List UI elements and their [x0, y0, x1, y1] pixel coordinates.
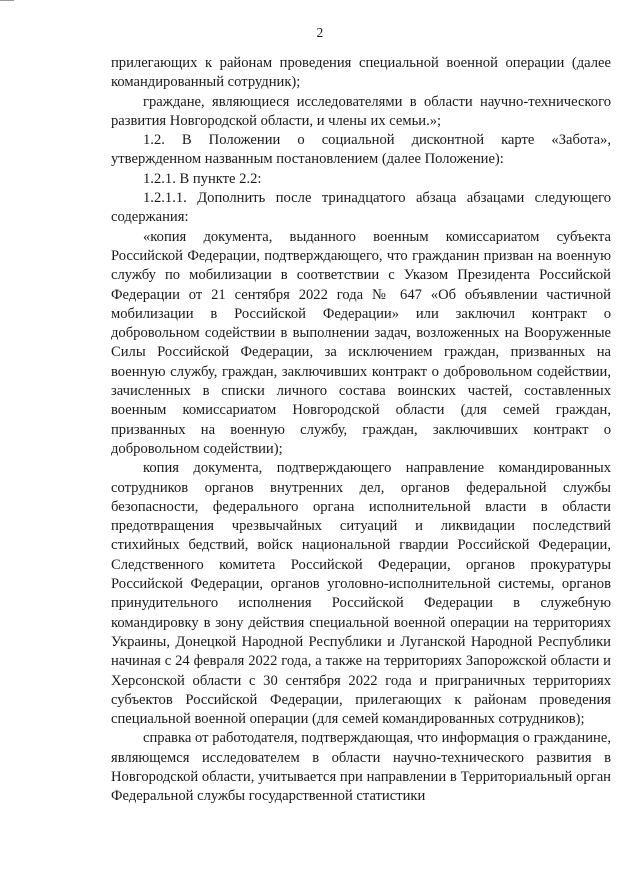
page-number: 2	[316, 25, 324, 40]
scan-corner-mark	[0, 0, 14, 5]
paragraph-1-2: 1.2. В Положении о социальной дисконтной карте «Забота», утвержденном названным постановлением (далее Положение):	[111, 132, 611, 168]
paragraph-employer-certificate: справка от работодателя, подтверждающая, что информация о гражданине, являющемся исследователем в области научно-технического развития в Новгородской области, учитывается при направлении в Территориальный орган Федеральной службы государственной статистики	[111, 730, 611, 805]
paragraph-seconded-employees: копия документа, подтверждающего направление командированных сотрудников органов внутренних дел, органов федеральной службы безопасности, федерального органа исполнительной власти в области предотвращения чрезвычайных ситуаций и ликвидации последствий стихийных бедствий, войск национальной гвардии Российской Федерации, Следственного комитета Российской Федерации, органов прокуратуры Российской Федерации, органов уголовно-исполнительной системы, органов принудительного исполнения Российской Федерации в служебную командировку в зону действия специальной военной операции на территориях Украины, Донецкой Народной Республики и Луганской Народной Республики начиная с 24 февраля 2022 года, а также на территориях Запорожской области и Херсонской области с 30 сентября 2022 года и приграничных территориях субъектов Российской Федерации, прилегающих к районам проведения специальной военной операции (для семей командированных сотрудников);	[111, 460, 611, 728]
paragraph-1-2-1: 1.2.1. В пункте 2.2:	[143, 170, 262, 187]
document-body	[111, 54, 611, 807]
paragraph-continuation: прилегающих к районам проведения специальной военной операции (далее командированный сотрудник);	[111, 55, 611, 91]
paragraph-1-2-1-1: 1.2.1.1. Дополнить после тринадцатого абзаца абзацами следующего содержания:	[111, 190, 611, 226]
paragraph-mobilization-document: «копия документа, выданного военным комиссариатом субъекта Российской Федерации, подтверждающего, что гражданин призван на военную службу по мобилизации в соответствии с Указом Президента Российской Федерации от 21 сентября 2022 года № 647 «Об объявлении частичной мобилизации в Российской Федерации» или заключил контракт о добровольном содействии в выполнении задач, возложенных на Вооруженные Силы Российской Федерации, за исключением граждан, призванных на военную службу, граждан, заключивших контракт о добровольном содействии, зачисленных в списки личного состава воинских частей, составленных военным комиссариатом Новгородской области (для семей граждан, призванных на военную службу, граждан, заключивших контракт о добровольном содействии);	[111, 228, 611, 457]
paragraph-researchers: граждане, являющиеся исследователями в области научно-технического развития Новгородской области, и члены их семьи.»;	[111, 93, 611, 129]
